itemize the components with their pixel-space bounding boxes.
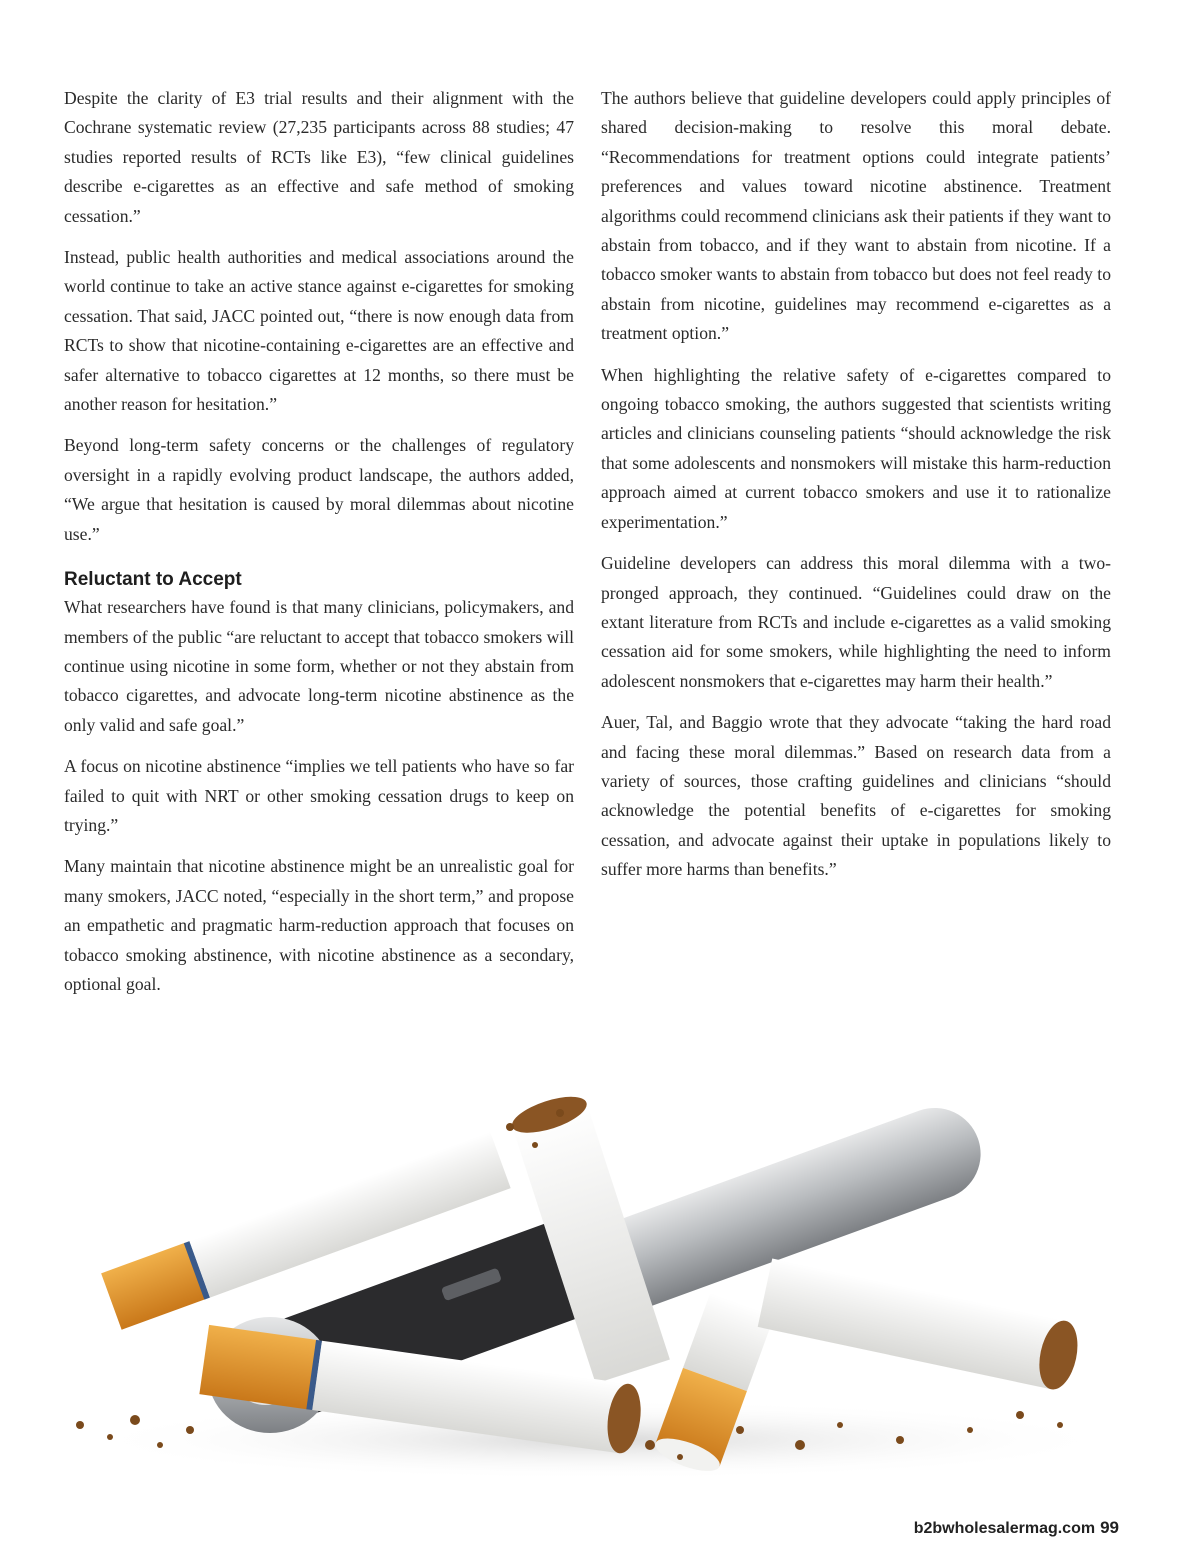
body-paragraph: Auer, Tal, and Baggio wrote that they advocate “taking the hard road and facing these moral dilemmas.” Based on research data from a variety of sources, those crafting guidelines and clinicians “should acknowledge the potential benefits of e-cigarettes for smoking cessation, and advocate against their uptake in populations likely to suffer more harms than benefits.” bbox=[601, 712, 1111, 880]
body-paragraph: A focus on nicotine abstinence “implies we tell patients who have so far failed to quit with NRT or other smoking cessation drugs to keep on trying.” bbox=[64, 756, 574, 835]
page-footer bbox=[914, 1518, 1119, 1538]
cigarettes-and-ecigarette-photo bbox=[40, 1085, 1140, 1505]
body-paragraph: Many maintain that nicotine abstinence might be an unrealistic goal for many smokers, JACC noted, “especially in the short term,” and propose an empathetic and pragmatic harm-reduction approach that focuses on tobacco smoking abstinence, with nicotine abstinence as a secondary, optional goal. bbox=[64, 856, 574, 994]
page-number: 99 bbox=[1100, 1518, 1119, 1537]
body-paragraph: The authors believe that guideline developers could apply principles of shared decision-making to resolve this moral debate. “Recommendations for treatment options could integrate patients’ preferences and values toward nicotine abstinence. Treatment algorithms could recommend clinicians ask their patients if they want to abstain from tobacco, and if they want to abstain from nicotine. If a tobacco smoker wants to abstain from tobacco but does not feel ready to abstain from nicotine, guidelines may recommend e-cigarettes as a treatment option.” bbox=[601, 88, 1111, 344]
right-column bbox=[601, 84, 1111, 897]
cigarettes-illustration bbox=[40, 1085, 1140, 1505]
cigarette-right bbox=[758, 1258, 1084, 1393]
body-paragraph: What researchers have found is that many clinicians, policymakers, and members of the public “are reluctant to accept that tobacco smokers will continue using nicotine in some form, whether or not they abstain from tobacco cigarettes, and advocate long-term nicotine abstinence as the only valid and safe goal.” bbox=[64, 597, 574, 735]
left-column bbox=[64, 84, 574, 1011]
body-paragraph: When highlighting the relative safety of e-cigarettes compared to ongoing tobacco smoking, the authors suggested that scientists writing articles and clinicians counseling patients “should acknowledge the risk that some adolescents and nonsmokers will mistake this harm-reduction approach aimed at current tobacco smokers and use it to rationalize experimentation.” bbox=[601, 364, 1111, 532]
footer-site-url: b2bwholesalermag.com bbox=[913, 1520, 1096, 1537]
section-subheading: Reluctant to Accept bbox=[64, 569, 242, 591]
body-paragraph: Guideline developers can address this moral dilemma with a two-pronged approach, they continued. “Guidelines could draw on the extant literature from RCTs and include e-cigarettes as a valid smoking cessation aid for some smokers, while highlighting the need to inform adolescent nonsmokers that e-cigarettes may harm their health.” bbox=[601, 553, 1111, 691]
body-paragraph: Instead, public health authorities and medical associations around the world continue to take an active stance against e-cigarettes for smoking cessation. That said, JACC pointed out, “there is now enough data from RCTs to show that nicotine-containing e-cigarettes are an effective and safer alternative to tobacco cigarettes at 12 months, so there must be another reason for hesitation.” bbox=[64, 247, 574, 415]
body-paragraph: Despite the clarity of E3 trial results and their alignment with the Cochrane systematic review (27,235 participants across 88 studies; 47 studies reported results of RCTs like E3), “few clinical guidelines describe e-cigarettes as an effective and safe method of smoking cessation.” bbox=[64, 88, 574, 226]
body-paragraph: Beyond long-term safety concerns or the challenges of regulatory oversight in a rapidly evolving product landscape, the authors added, “We argue that hesitation is caused by moral dilemmas about nicotine use.” bbox=[64, 435, 574, 544]
